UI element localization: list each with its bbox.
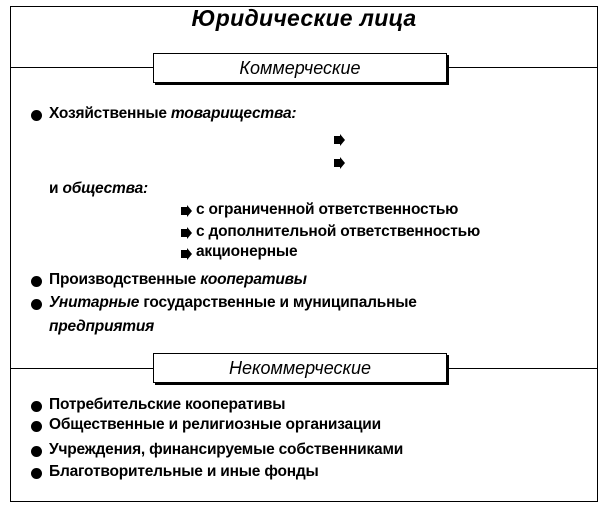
commercial-section-label: Коммерческие	[153, 53, 447, 83]
noncommercial-item: Общественные и религиозные организации	[49, 416, 381, 433]
bullet-icon	[31, 401, 42, 412]
society-type-llc: с ограниченной ответственностью	[196, 201, 459, 218]
noncommercial-section-label: Некоммерческие	[153, 353, 447, 383]
noncommercial-item: Благотворительные и иные фонды	[49, 463, 319, 480]
noncommercial-item: Потребительские кооперативы	[49, 396, 286, 413]
arrow-right-icon	[180, 227, 192, 239]
noncommercial-item: Учреждения, финансируемые собственниками	[49, 441, 404, 458]
bullet-icon	[31, 421, 42, 432]
arrow-right-icon	[333, 134, 345, 146]
production-coops-item: Производственные кооперативы	[49, 271, 307, 288]
arrow-right-icon	[180, 248, 192, 260]
arrow-right-icon	[180, 205, 192, 217]
bullet-icon	[31, 276, 42, 287]
unitary-enterprises-item-cont: предприятия	[49, 318, 155, 335]
societies-item: и общества:	[49, 180, 148, 197]
bullet-icon	[31, 468, 42, 479]
society-type-alc: с дополнительной ответственностью	[196, 223, 480, 240]
partnerships-item: Хозяйственные товарищества:	[49, 105, 297, 122]
bullet-icon	[31, 299, 42, 310]
unitary-enterprises-item: Унитарные государственные и муниципальные	[49, 294, 417, 311]
bullet-icon	[31, 110, 42, 121]
bullet-icon	[31, 446, 42, 457]
society-type-joint-stock: акционерные	[196, 243, 298, 260]
arrow-right-icon	[333, 157, 345, 169]
diagram-title: Юридические лица	[191, 5, 417, 31]
